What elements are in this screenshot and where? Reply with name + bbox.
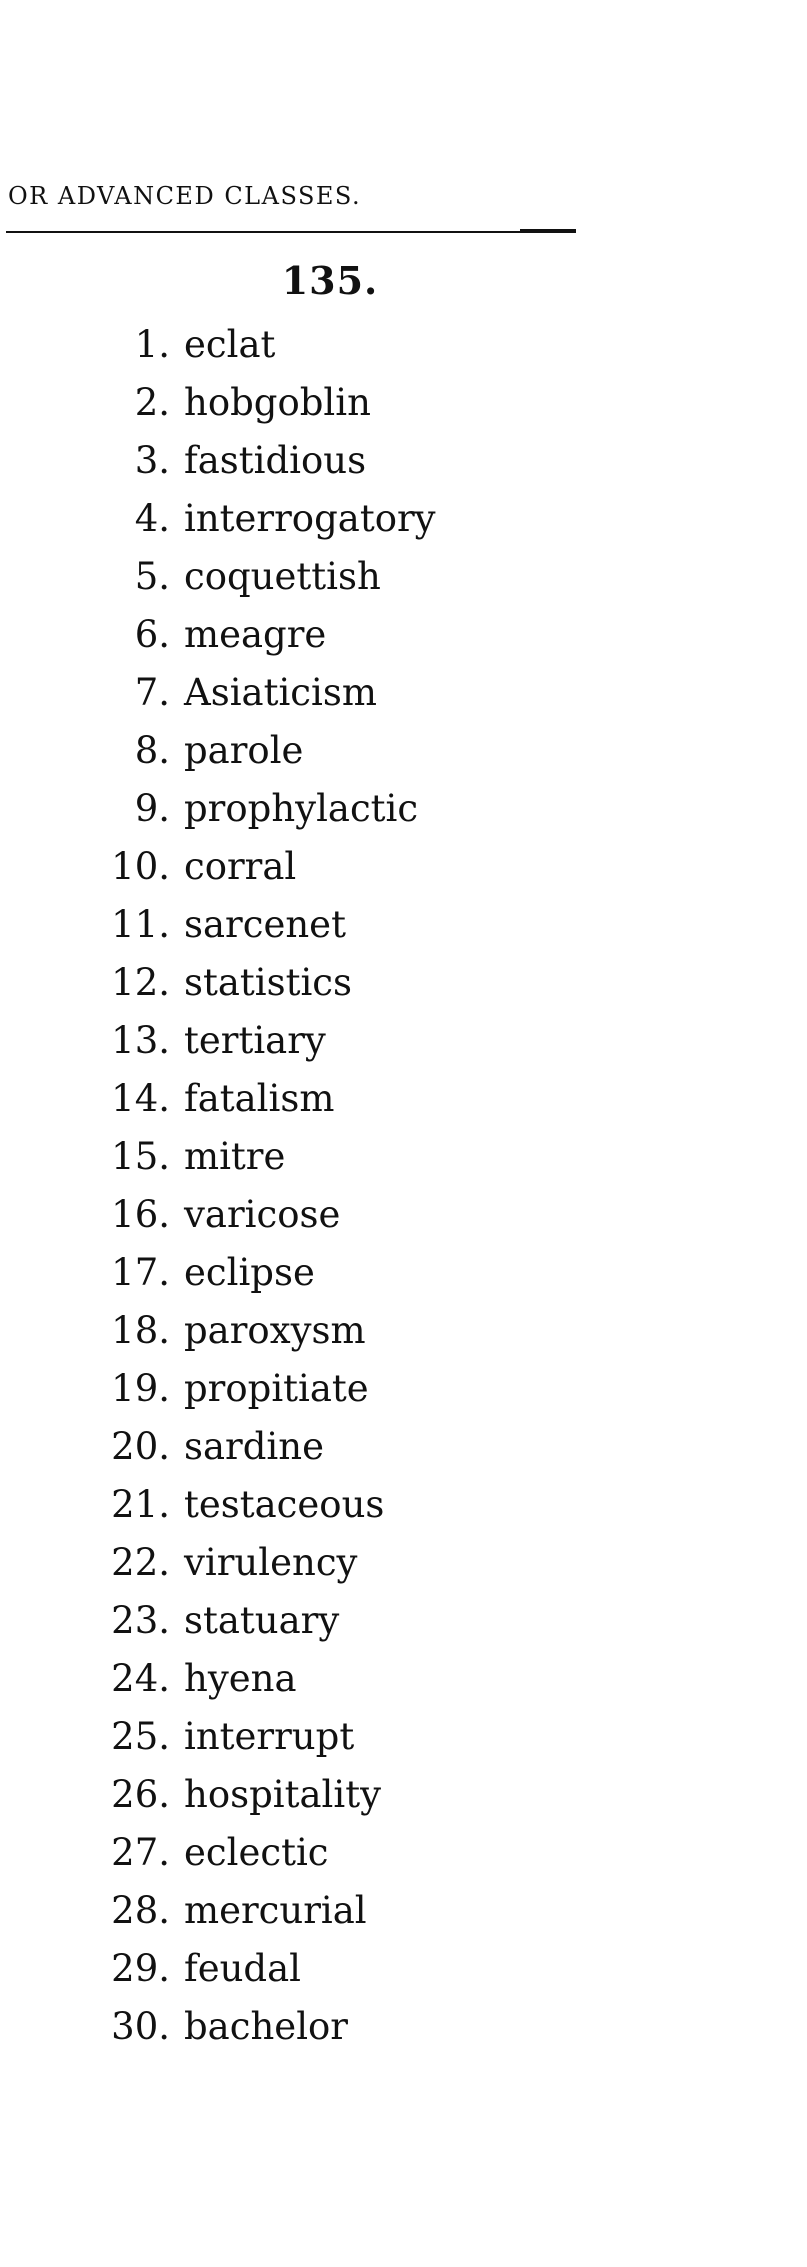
running-head: OR ADVANCED CLASSES. xyxy=(8,182,362,210)
word-list-item xyxy=(70,780,436,838)
word-list-item xyxy=(70,1998,436,2056)
word-text: corral xyxy=(184,845,297,888)
word-list-item xyxy=(70,1418,436,1476)
word-number: 15. xyxy=(111,1135,170,1178)
word-number: 17. xyxy=(111,1251,170,1294)
word-number: 16. xyxy=(111,1193,170,1236)
word-number: 18. xyxy=(111,1309,170,1352)
word-number: 7. xyxy=(134,671,170,714)
word-text: hobgoblin xyxy=(184,381,371,424)
word-text: bachelor xyxy=(184,2005,348,2048)
word-list-item xyxy=(70,1128,436,1186)
word-number: 10. xyxy=(111,845,170,888)
word-text: prophylactic xyxy=(184,787,419,830)
word-list-item xyxy=(70,1650,436,1708)
word-number: 11. xyxy=(111,903,170,946)
word-text: sardine xyxy=(184,1425,324,1468)
word-number: 29. xyxy=(111,1947,170,1990)
word-number: 8. xyxy=(134,729,170,772)
exercise-number: 135. xyxy=(281,258,379,303)
word-list xyxy=(70,316,436,2056)
word-list-item xyxy=(70,1186,436,1244)
word-list-item xyxy=(70,954,436,1012)
word-text: interrogatory xyxy=(184,497,436,540)
word-text: Asiaticism xyxy=(184,671,377,714)
word-number: 2. xyxy=(134,381,170,424)
word-text: meagre xyxy=(184,613,327,656)
word-list-item xyxy=(70,896,436,954)
word-text: fatalism xyxy=(184,1077,335,1120)
word-number: 14. xyxy=(111,1077,170,1120)
word-number: 5. xyxy=(134,555,170,598)
word-text: eclipse xyxy=(184,1251,315,1294)
word-text: eclectic xyxy=(184,1831,329,1874)
word-list-item xyxy=(70,548,436,606)
word-list-item xyxy=(70,1824,436,1882)
word-number: 19. xyxy=(111,1367,170,1410)
word-text: hyena xyxy=(184,1657,297,1700)
word-number: 24. xyxy=(111,1657,170,1700)
word-text: tertiary xyxy=(184,1019,326,1062)
word-number: 6. xyxy=(134,613,170,656)
word-text: propitiate xyxy=(184,1367,369,1410)
word-text: interrupt xyxy=(184,1715,355,1758)
word-number: 23. xyxy=(111,1599,170,1642)
word-number: 22. xyxy=(111,1541,170,1584)
word-list-item xyxy=(70,432,436,490)
word-list-item xyxy=(70,1882,436,1940)
word-number: 12. xyxy=(111,961,170,1004)
word-text: paroxysm xyxy=(184,1309,366,1352)
word-number: 27. xyxy=(111,1831,170,1874)
word-list-item xyxy=(70,1940,436,1998)
word-list-item xyxy=(70,1070,436,1128)
word-text: mitre xyxy=(184,1135,286,1178)
word-number: 30. xyxy=(111,2005,170,2048)
word-text: statuary xyxy=(184,1599,340,1642)
word-number: 4. xyxy=(134,497,170,540)
word-list-item xyxy=(70,664,436,722)
word-number: 13. xyxy=(111,1019,170,1062)
word-text: virulency xyxy=(184,1541,358,1584)
word-text: varicose xyxy=(184,1193,341,1236)
word-number: 26. xyxy=(111,1773,170,1816)
word-list-item xyxy=(70,1766,436,1824)
word-list-item xyxy=(70,1534,436,1592)
word-text: statistics xyxy=(184,961,353,1004)
word-number: 9. xyxy=(134,787,170,830)
word-text: feudal xyxy=(184,1947,301,1990)
word-list-item xyxy=(70,1244,436,1302)
word-number: 25. xyxy=(111,1715,170,1758)
word-text: eclat xyxy=(184,323,276,366)
word-list-item xyxy=(70,1592,436,1650)
word-number: 3. xyxy=(134,439,170,482)
word-list-item xyxy=(70,490,436,548)
word-text: hospitality xyxy=(184,1773,381,1816)
word-list-item xyxy=(70,1302,436,1360)
word-number: 20. xyxy=(111,1425,170,1468)
word-list-item xyxy=(70,606,436,664)
word-text: parole xyxy=(184,729,304,772)
header-rule xyxy=(6,231,576,233)
word-number: 1. xyxy=(134,323,170,366)
word-list-item xyxy=(70,722,436,780)
word-number: 21. xyxy=(111,1483,170,1526)
word-list-item xyxy=(70,1012,436,1070)
word-number: 28. xyxy=(111,1889,170,1932)
word-list-item xyxy=(70,838,436,896)
word-text: coquettish xyxy=(184,555,381,598)
word-list-item xyxy=(70,374,436,432)
word-text: testaceous xyxy=(184,1483,385,1526)
word-text: sarcenet xyxy=(184,903,346,946)
word-text: fastidious xyxy=(184,439,367,482)
header-rule-accent xyxy=(520,229,576,233)
word-list-item xyxy=(70,1360,436,1418)
word-list-item xyxy=(70,1476,436,1534)
word-text: mercurial xyxy=(184,1889,367,1932)
word-list-item xyxy=(70,316,436,374)
word-list-item xyxy=(70,1708,436,1766)
